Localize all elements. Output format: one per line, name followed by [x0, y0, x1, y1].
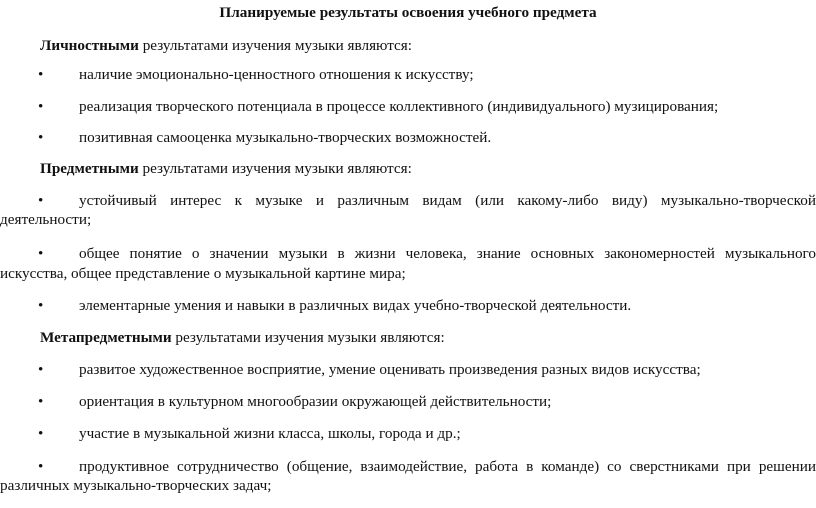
- list-item: [0, 393, 816, 411]
- list-item-text: продуктивное сотрудничество (общение, взаимодействие, работа в команде) со сверстниками при решении: [79, 458, 816, 475]
- list-item-text: участие в музыкальной жизни класса, школы, города и др.;: [79, 425, 461, 442]
- bullet-icon: •: [38, 129, 44, 146]
- document-title: Планируемые результаты освоения учебного предмета: [219, 4, 597, 21]
- bullet-icon: •: [38, 361, 44, 378]
- list-item: [0, 192, 816, 210]
- section-heading-bold: Предметными: [40, 160, 139, 177]
- list-item: [0, 425, 816, 443]
- section-heading-text: результатами изучения музыки являются:: [138, 160, 412, 177]
- section-heading-meta: [40, 329, 445, 347]
- section-heading-text: результатами изучения музыки являются:: [138, 37, 412, 54]
- list-item-text: ориентация в культурном многообразии окружающей действительности;: [79, 393, 552, 410]
- list-item-continuation: деятельности;: [0, 211, 92, 228]
- bullet-icon: •: [38, 297, 44, 314]
- section-heading-personal: [40, 37, 412, 55]
- list-item-text: общее понятие о значении музыки в жизни человека, знание основных закономерностей музыкального: [79, 245, 816, 262]
- list-item-continuation: различных музыкально-творческих задач;: [0, 477, 272, 494]
- list-item: [0, 458, 816, 476]
- list-item: [0, 245, 816, 263]
- list-item-continuation: искусства, общее представление о музыкальной картине мира;: [0, 265, 406, 282]
- section-heading-bold: Метапредметными: [40, 329, 172, 346]
- bullet-icon: •: [38, 98, 44, 115]
- list-item: [0, 98, 816, 116]
- bullet-icon: •: [38, 393, 44, 410]
- bullet-icon: •: [38, 425, 44, 442]
- list-item-text: позитивная самооценка музыкально-творческих возможностей.: [79, 129, 492, 146]
- list-item: [0, 66, 816, 84]
- list-item-text: наличие эмоционально-ценностного отношения к искусству;: [79, 66, 474, 83]
- bullet-icon: •: [38, 66, 44, 83]
- list-item: [0, 129, 816, 147]
- section-heading-text: результатами изучения музыки являются:: [171, 329, 445, 346]
- list-item: [0, 297, 816, 315]
- list-item-text: развитое художественное восприятие, умение оценивать произведения разных видов искусства;: [79, 361, 701, 378]
- section-heading-subject: [40, 160, 412, 178]
- list-item-text: элементарные умения и навыки в различных видах учебно-творческой деятельности.: [79, 297, 632, 314]
- bullet-icon: •: [38, 458, 44, 475]
- section-heading-bold: Личностными: [40, 37, 139, 54]
- bullet-icon: •: [38, 192, 44, 209]
- list-item-text: устойчивый интерес к музыке и различным видам (или какому-либо виду) музыкально-творческой: [79, 192, 816, 209]
- list-item-text: реализация творческого потенциала в процессе коллективного (индивидуального) музицирования;: [79, 98, 719, 115]
- bullet-icon: •: [38, 245, 44, 262]
- list-item: [0, 361, 816, 379]
